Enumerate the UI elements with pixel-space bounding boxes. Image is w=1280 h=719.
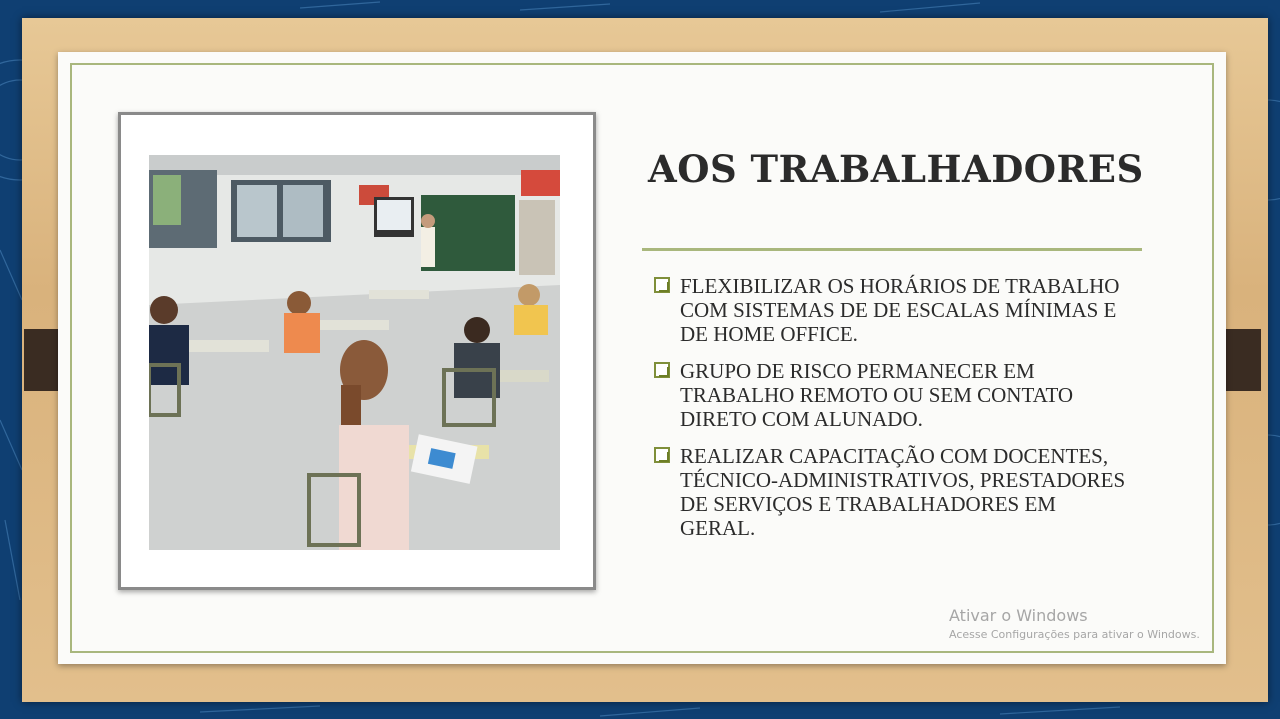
photo-frame	[118, 112, 596, 590]
presentation-slide	[58, 52, 1226, 664]
watermark-subtitle: Acesse Configurações para ativar o Windows.	[949, 628, 1200, 641]
watermark-title: Ativar o Windows	[949, 606, 1088, 625]
bullet-item	[654, 359, 1134, 431]
slide-title: AOS TRABALHADORES	[648, 147, 1144, 191]
windows-activation-watermark	[949, 606, 1200, 641]
bullet-list	[654, 274, 1134, 553]
bullet-text: FLEXIBILIZAR OS HORÁRIOS DE TRABALHO COM SISTEMAS DE DE ESCALAS MÍNIMAS E DE HOME OFFICE.	[680, 274, 1120, 346]
checkbox-icon	[654, 277, 670, 293]
bullet-text: GRUPO DE RISCO PERMANECER EM TRABALHO REMOTO OU SEM CONTATO DIRETO COM ALUNADO.	[680, 359, 1074, 431]
title-underline	[642, 248, 1142, 251]
checkbox-icon	[654, 362, 670, 378]
classroom-photo	[149, 155, 560, 550]
bullet-item	[654, 444, 1134, 540]
checkbox-icon	[654, 447, 670, 463]
bullet-text: REALIZAR CAPACITAÇÃO COM DOCENTES, TÉCNICO-ADMINISTRATIVOS, PRESTADORES DE SERVIÇOS E TRABALHADORES EM GERAL.	[680, 444, 1126, 540]
bullet-item	[654, 274, 1134, 346]
